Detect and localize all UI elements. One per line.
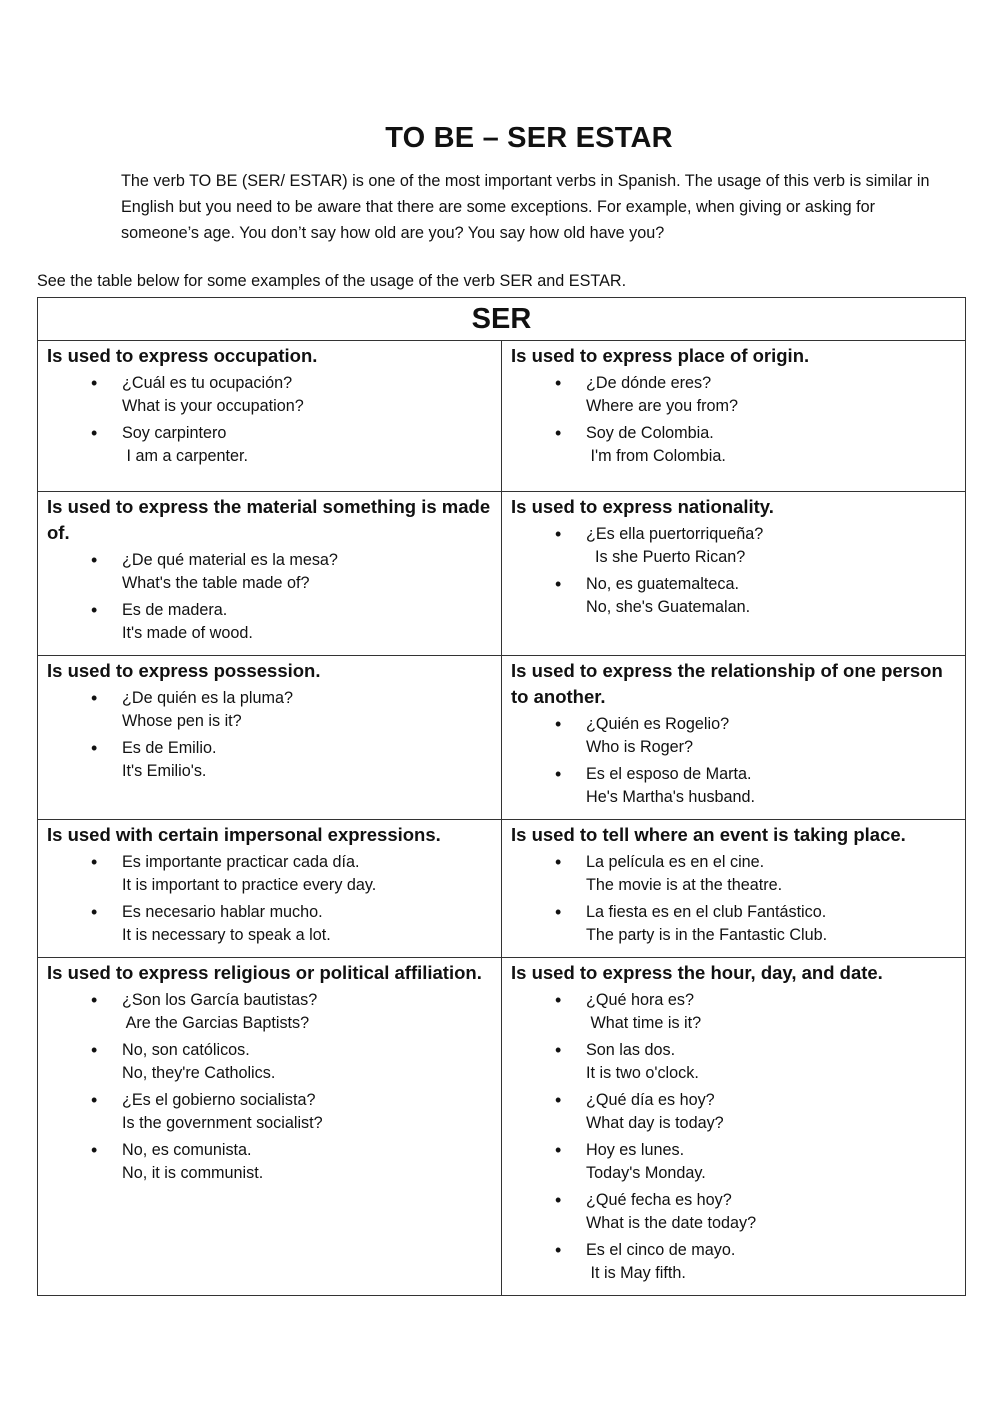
english-translation: What time is it?	[586, 1013, 702, 1032]
example-list	[47, 549, 493, 644]
usage-heading: Is used to express the relationship of one person to another.	[511, 660, 943, 707]
example-item	[47, 687, 493, 732]
table-caption: See the table below for some examples of the usage of the verb SER and ESTAR.	[37, 272, 627, 290]
example-item	[47, 599, 493, 644]
spanish-sentence: • ¿Qué fecha es hoy?	[586, 1191, 732, 1209]
english-translation: No, she's Guatemalan.	[586, 597, 751, 616]
example-list	[511, 523, 957, 618]
table-header-ser: SER	[38, 298, 966, 341]
spanish-sentence: • ¿De dónde eres?	[586, 374, 712, 392]
english-translation: It is May fifth.	[586, 1263, 686, 1282]
spanish-sentence: • ¿Qué hora es?	[586, 991, 694, 1009]
spanish-sentence: • No, son católicos.	[122, 1041, 250, 1059]
spanish-sentence: • Es de Emilio.	[122, 739, 217, 757]
example-list	[511, 372, 957, 467]
english-translation: It is necessary to speak a lot.	[122, 925, 331, 944]
english-translation: I'm from Colombia.	[586, 446, 726, 465]
usage-cell	[38, 958, 502, 1296]
example-item	[511, 989, 957, 1034]
english-translation: Today's Monday.	[586, 1163, 706, 1182]
usage-cell	[502, 958, 966, 1296]
example-item	[47, 737, 493, 782]
usage-cell	[38, 820, 502, 958]
usage-cell	[502, 492, 966, 656]
table-row	[38, 341, 966, 492]
spanish-sentence: • ¿De quién es la pluma?	[122, 689, 293, 707]
spanish-sentence: • No, es comunista.	[122, 1141, 252, 1159]
example-item	[511, 763, 957, 808]
example-item	[511, 1189, 957, 1234]
example-item	[511, 1239, 957, 1284]
english-translation: Is she Puerto Rican?	[586, 547, 746, 566]
spanish-sentence: • ¿Quién es Rogelio?	[586, 715, 730, 733]
spanish-sentence: • Es necesario hablar mucho.	[122, 903, 323, 921]
example-list	[47, 851, 493, 946]
example-item	[47, 372, 493, 417]
english-translation: What is your occupation?	[122, 396, 304, 415]
usage-heading: Is used to express place of origin.	[511, 345, 810, 366]
usage-heading: Is used to express the hour, day, and date.	[511, 962, 883, 983]
spanish-sentence: • La fiesta es en el club Fantástico.	[586, 903, 827, 921]
spanish-sentence: • Soy de Colombia.	[586, 424, 714, 442]
spanish-sentence: • ¿Cuál es tu ocupación?	[122, 374, 293, 392]
example-item	[47, 851, 493, 896]
example-list	[47, 687, 493, 782]
spanish-sentence: • Es el cinco de mayo.	[586, 1241, 736, 1259]
example-item	[47, 422, 493, 467]
example-item	[511, 901, 957, 946]
table-body	[38, 341, 966, 1296]
spanish-sentence: • ¿Es ella puertorriqueña?	[586, 525, 764, 543]
example-item	[511, 422, 957, 467]
table-row	[38, 820, 966, 958]
usage-heading: Is used with certain impersonal expressions.	[47, 824, 441, 845]
example-item	[511, 372, 957, 417]
usage-cell	[502, 341, 966, 492]
spanish-sentence: • Es de madera.	[122, 601, 228, 619]
example-list	[47, 989, 493, 1184]
english-translation: The party is in the Fantastic Club.	[586, 925, 828, 944]
usage-heading: Is used to tell where an event is taking place.	[511, 824, 906, 845]
example-item	[47, 1089, 493, 1134]
spanish-sentence: • Es el esposo de Marta.	[586, 765, 752, 783]
spanish-sentence: • No, es guatemalteca.	[586, 575, 739, 593]
spanish-sentence: • Soy carpintero	[122, 424, 227, 442]
example-item	[511, 523, 957, 568]
english-translation: What's the table made of?	[122, 573, 310, 592]
english-translation: Who is Roger?	[586, 737, 694, 756]
ser-table	[37, 297, 966, 1296]
example-list	[47, 372, 493, 467]
spanish-sentence: • La película es en el cine.	[586, 853, 765, 871]
spanish-sentence: • ¿Es el gobierno socialista?	[122, 1091, 316, 1109]
intro-paragraph: The verb TO BE (SER/ ESTAR) is one of the most important verbs in Spanish. The usage of this verb is similar in English but you need to be aware that there are some exceptions. For example, when giving or asking for someone’s age. You don’t say how old are you? You say how old have you?	[121, 172, 930, 242]
english-translation: He's Martha's husband.	[586, 787, 756, 806]
spanish-sentence: • ¿Son los García bautistas?	[122, 991, 318, 1009]
example-list	[511, 989, 957, 1284]
usage-heading: Is used to express occupation.	[47, 345, 318, 366]
usage-cell	[38, 492, 502, 656]
english-translation: I am a carpenter.	[122, 446, 248, 465]
example-item	[47, 901, 493, 946]
english-translation: No, it is communist.	[122, 1163, 264, 1182]
example-list	[511, 713, 957, 808]
example-item	[511, 1039, 957, 1084]
usage-cell	[38, 341, 502, 492]
english-translation: It's Emilio's.	[122, 761, 207, 780]
usage-heading: Is used to express possession.	[47, 660, 321, 681]
table-row	[38, 958, 966, 1296]
example-list	[511, 851, 957, 946]
usage-cell	[38, 656, 502, 820]
example-item	[511, 713, 957, 758]
english-translation: No, they're Catholics.	[122, 1063, 276, 1082]
example-item	[47, 989, 493, 1034]
example-item	[511, 573, 957, 618]
example-item	[511, 1089, 957, 1134]
english-translation: Where are you from?	[586, 396, 739, 415]
example-item	[511, 1139, 957, 1184]
english-translation: Is the government socialist?	[122, 1113, 323, 1132]
english-translation: Whose pen is it?	[122, 711, 242, 730]
spanish-sentence: • ¿De qué material es la mesa?	[122, 551, 338, 569]
english-translation: The movie is at the theatre.	[586, 875, 783, 894]
example-item	[511, 851, 957, 896]
usage-cell	[502, 656, 966, 820]
usage-cell	[502, 820, 966, 958]
english-translation: What is the date today?	[586, 1213, 757, 1232]
english-translation: It is two o'clock.	[586, 1063, 699, 1082]
usage-heading: Is used to express nationality.	[511, 496, 774, 517]
usage-heading: Is used to express religious or political affiliation.	[47, 962, 482, 983]
example-item	[47, 1139, 493, 1184]
usage-heading: Is used to express the material something is made of.	[47, 496, 491, 543]
example-item	[47, 549, 493, 594]
spanish-sentence: • Es importante practicar cada día.	[122, 853, 360, 871]
spanish-sentence: • Son las dos.	[586, 1041, 676, 1059]
spanish-sentence: • ¿Qué día es hoy?	[586, 1091, 715, 1109]
english-translation: It is important to practice every day.	[122, 875, 377, 894]
spanish-sentence: • Hoy es lunes.	[586, 1141, 685, 1159]
english-translation: It's made of wood.	[122, 623, 253, 642]
table-row	[38, 656, 966, 820]
example-item	[47, 1039, 493, 1084]
english-translation: Are the Garcias Baptists?	[122, 1013, 310, 1032]
page-title: TO BE – SER ESTAR	[385, 122, 673, 154]
english-translation: What day is today?	[586, 1113, 724, 1132]
table-row	[38, 492, 966, 656]
